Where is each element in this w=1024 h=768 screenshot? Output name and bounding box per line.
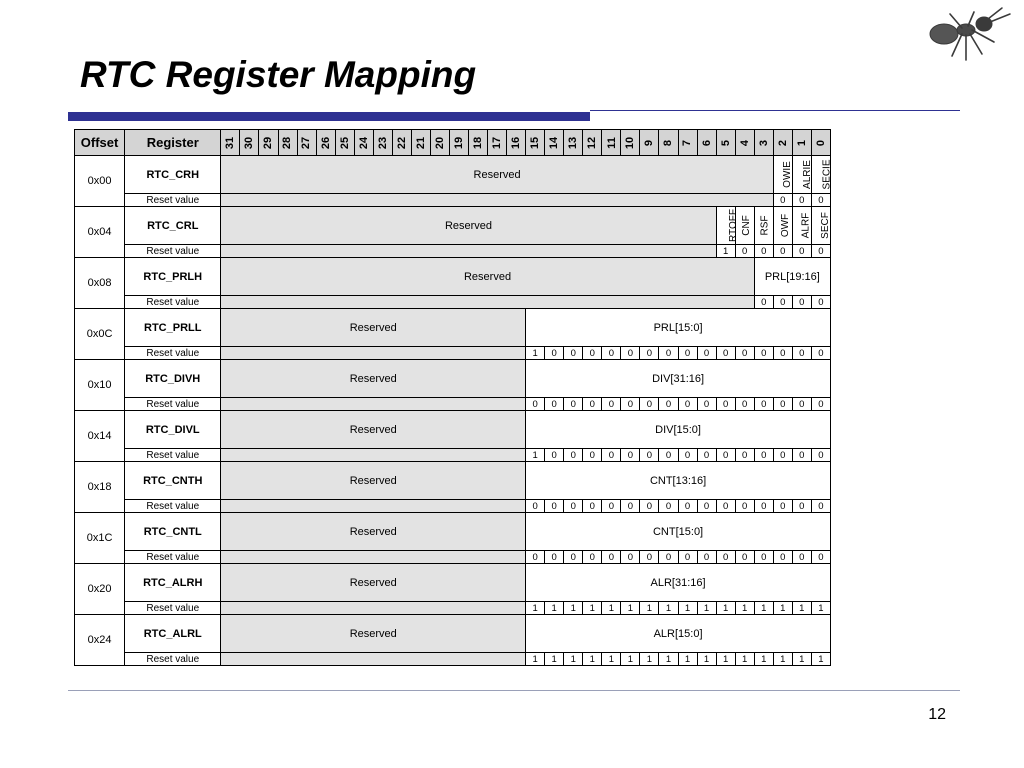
reset-bit: 0: [659, 500, 678, 513]
register-offset: 0x1C: [75, 513, 125, 564]
reset-bit: 0: [697, 449, 716, 462]
bit-header: 10: [621, 130, 640, 156]
register-offset: 0x04: [75, 207, 125, 258]
reset-bit: 0: [640, 398, 659, 411]
reset-bit: 0: [583, 398, 602, 411]
bit-field: PRL[19:16]: [754, 258, 830, 296]
page-number: 12: [928, 706, 946, 723]
reset-bit: 0: [792, 194, 811, 207]
reset-bit: 1: [545, 602, 564, 615]
bit-field: CNT[15:0]: [526, 513, 831, 551]
reset-bit: 0: [773, 347, 792, 360]
reset-bit: 0: [621, 449, 640, 462]
reset-bit: 0: [602, 551, 621, 564]
reset-value-row: [75, 194, 831, 207]
bit-field: ALR[15:0]: [526, 615, 831, 653]
reset-value-row: [75, 551, 831, 564]
reset-bit: 0: [697, 398, 716, 411]
bit-field: ALRF: [792, 207, 811, 245]
reset-bit: 0: [659, 449, 678, 462]
reset-bit: 0: [564, 500, 583, 513]
reset-bit: 1: [697, 653, 716, 666]
bit-header: 27: [297, 130, 316, 156]
reset-bit: 0: [792, 551, 811, 564]
reset-bit: 0: [640, 347, 659, 360]
reset-value-row: [75, 398, 831, 411]
bit-field: ALR[31:16]: [526, 564, 831, 602]
reset-value-row: [75, 653, 831, 666]
register-row: [75, 360, 831, 398]
reserved-field: Reserved: [221, 513, 526, 551]
bit-header: 22: [392, 130, 411, 156]
reset-bit: 1: [773, 602, 792, 615]
bit-field: ALRIE: [792, 156, 811, 194]
bit-header: 31: [221, 130, 240, 156]
bit-header: 26: [316, 130, 335, 156]
register-name: RTC_CNTH: [125, 462, 221, 500]
reset-bit: 1: [564, 653, 583, 666]
header-register: Register: [125, 130, 221, 156]
reset-bit: 0: [545, 398, 564, 411]
title-underline-bar: [68, 112, 590, 121]
register-offset: 0x20: [75, 564, 125, 615]
register-row: [75, 258, 831, 296]
bit-header: 16: [507, 130, 526, 156]
reset-bit: 0: [640, 551, 659, 564]
register-name: RTC_CRH: [125, 156, 221, 194]
reset-bit: 1: [754, 602, 773, 615]
bit-header: 28: [278, 130, 297, 156]
register-name: RTC_CRL: [125, 207, 221, 245]
reset-bit: 0: [811, 296, 830, 309]
reset-value-label: Reset value: [125, 347, 221, 360]
reset-bit: 0: [792, 398, 811, 411]
bit-field: PRL[15:0]: [526, 309, 831, 347]
reset-bit: 0: [602, 398, 621, 411]
reset-bit: 1: [640, 602, 659, 615]
reset-bit: 0: [735, 245, 754, 258]
reset-value-label: Reset value: [125, 296, 221, 309]
reset-bit: 0: [583, 500, 602, 513]
reset-bit: 0: [754, 449, 773, 462]
reset-bit: 0: [811, 194, 830, 207]
table-header-row: [75, 130, 831, 156]
ant-logo-icon: [922, 4, 1018, 64]
register-name: RTC_CNTL: [125, 513, 221, 551]
register-offset: 0x24: [75, 615, 125, 666]
reset-bit: 1: [621, 602, 640, 615]
reset-bit: 0: [583, 347, 602, 360]
register-offset: 0x18: [75, 462, 125, 513]
register-name: RTC_ALRH: [125, 564, 221, 602]
reset-bit: 0: [583, 449, 602, 462]
bit-header: 18: [468, 130, 487, 156]
bit-header: 19: [449, 130, 468, 156]
bit-header: 23: [373, 130, 392, 156]
bit-header: 15: [526, 130, 545, 156]
reset-bit: 1: [716, 653, 735, 666]
reset-bit: 1: [659, 653, 678, 666]
reset-reserved: [221, 602, 526, 615]
bit-field: DIV[15:0]: [526, 411, 831, 449]
reset-bit: 1: [697, 602, 716, 615]
bit-header: 6: [697, 130, 716, 156]
reset-reserved: [221, 347, 526, 360]
reset-bit: 0: [602, 500, 621, 513]
reset-bit: 0: [716, 551, 735, 564]
bit-header: 21: [411, 130, 430, 156]
bit-header: 13: [564, 130, 583, 156]
reset-bit: 0: [545, 347, 564, 360]
reset-bit: 0: [678, 449, 697, 462]
reset-bit: 0: [735, 551, 754, 564]
register-offset: 0x14: [75, 411, 125, 462]
register-offset: 0x00: [75, 156, 125, 207]
reset-bit: 1: [754, 653, 773, 666]
reset-value-label: Reset value: [125, 551, 221, 564]
reset-bit: 0: [602, 347, 621, 360]
reset-value-label: Reset value: [125, 194, 221, 207]
reset-bit: 0: [678, 398, 697, 411]
reset-bit: 0: [526, 398, 545, 411]
reset-value-row: [75, 347, 831, 360]
reset-bit: 0: [602, 449, 621, 462]
footer-rule: [68, 690, 960, 691]
reset-bit: 0: [621, 398, 640, 411]
reset-bit: 1: [583, 653, 602, 666]
reset-bit: 0: [811, 551, 830, 564]
reset-bit: 0: [678, 500, 697, 513]
bit-header: 7: [678, 130, 697, 156]
bit-field: CNT[13:16]: [526, 462, 831, 500]
reset-reserved: [221, 398, 526, 411]
reset-bit: 0: [735, 500, 754, 513]
reserved-field: Reserved: [221, 564, 526, 602]
title-underline-rule: [590, 110, 960, 111]
reset-bit: 0: [735, 449, 754, 462]
header-offset: Offset: [75, 130, 125, 156]
reserved-field: Reserved: [221, 462, 526, 500]
reset-bit: 0: [716, 398, 735, 411]
register-row: [75, 411, 831, 449]
reset-bit: 0: [640, 449, 659, 462]
reserved-field: Reserved: [221, 156, 773, 194]
reset-bit: 0: [811, 449, 830, 462]
reset-bit: 0: [659, 398, 678, 411]
reset-bit: 0: [697, 500, 716, 513]
reserved-field: Reserved: [221, 411, 526, 449]
reset-bit: 0: [716, 500, 735, 513]
bit-header: 20: [430, 130, 449, 156]
reset-bit: 0: [811, 398, 830, 411]
reset-bit: 0: [754, 347, 773, 360]
reset-bit: 0: [678, 347, 697, 360]
reset-bit: 0: [792, 347, 811, 360]
reset-value-label: Reset value: [125, 449, 221, 462]
reset-bit: 0: [792, 245, 811, 258]
reset-reserved: [221, 194, 773, 207]
reserved-field: Reserved: [221, 309, 526, 347]
reset-bit: 1: [602, 602, 621, 615]
bit-field: DIV[31:16]: [526, 360, 831, 398]
reset-bit: 0: [621, 347, 640, 360]
bit-header: 8: [659, 130, 678, 156]
reset-bit: 1: [583, 602, 602, 615]
reset-bit: 0: [754, 245, 773, 258]
reset-bit: 0: [773, 398, 792, 411]
reset-bit: 1: [792, 602, 811, 615]
bit-header: 3: [754, 130, 773, 156]
register-name: RTC_ALRL: [125, 615, 221, 653]
reserved-field: Reserved: [221, 258, 754, 296]
reset-bit: 1: [716, 245, 735, 258]
bit-field: SECIE: [811, 156, 830, 194]
bit-header: 1: [792, 130, 811, 156]
reset-bit: 1: [526, 449, 545, 462]
reserved-field: Reserved: [221, 207, 716, 245]
register-row: [75, 564, 831, 602]
register-name: RTC_PRLH: [125, 258, 221, 296]
bit-header: 17: [488, 130, 507, 156]
reset-bit: 1: [564, 602, 583, 615]
reset-bit: 0: [716, 347, 735, 360]
reset-bit: 1: [526, 602, 545, 615]
reset-value-label: Reset value: [125, 398, 221, 411]
bit-field: SECF: [811, 207, 830, 245]
bit-header: 9: [640, 130, 659, 156]
register-row: [75, 462, 831, 500]
reset-bit: 0: [811, 347, 830, 360]
reset-reserved: [221, 653, 526, 666]
reset-value-row: [75, 449, 831, 462]
bit-header: 5: [716, 130, 735, 156]
register-row: [75, 207, 831, 245]
reserved-field: Reserved: [221, 615, 526, 653]
reset-bit: 0: [545, 500, 564, 513]
reset-reserved: [221, 551, 526, 564]
bit-field: RTOFF: [716, 207, 735, 245]
bit-header: 4: [735, 130, 754, 156]
reset-bit: 1: [735, 602, 754, 615]
bit-field: RSF: [754, 207, 773, 245]
reset-bit: 0: [811, 500, 830, 513]
reset-bit: 0: [754, 551, 773, 564]
reset-bit: 1: [792, 653, 811, 666]
reset-bit: 1: [640, 653, 659, 666]
register-name: RTC_DIVH: [125, 360, 221, 398]
reset-bit: 1: [716, 602, 735, 615]
register-offset: 0x08: [75, 258, 125, 309]
reset-bit: 0: [526, 500, 545, 513]
reset-bit: 0: [659, 347, 678, 360]
reset-bit: 1: [678, 653, 697, 666]
reset-bit: 1: [678, 602, 697, 615]
bit-field: CNF: [735, 207, 754, 245]
reset-reserved: [221, 296, 754, 309]
reset-bit: 0: [811, 245, 830, 258]
reset-bit: 0: [678, 551, 697, 564]
bit-field: OWF: [773, 207, 792, 245]
reset-bit: 0: [697, 551, 716, 564]
reset-bit: 0: [716, 449, 735, 462]
reset-bit: 1: [526, 347, 545, 360]
reset-bit: 0: [773, 245, 792, 258]
register-name: RTC_PRLL: [125, 309, 221, 347]
reset-bit: 0: [773, 551, 792, 564]
bit-header: 12: [583, 130, 602, 156]
reset-bit: 0: [640, 500, 659, 513]
reset-value-row: [75, 602, 831, 615]
reset-bit: 0: [583, 551, 602, 564]
reset-value-label: Reset value: [125, 245, 221, 258]
reset-bit: 0: [621, 551, 640, 564]
bit-header: 29: [259, 130, 278, 156]
reset-bit: 0: [735, 347, 754, 360]
reset-bit: 0: [773, 449, 792, 462]
register-row: [75, 156, 831, 194]
reset-bit: 0: [773, 500, 792, 513]
reset-bit: 1: [811, 602, 830, 615]
reserved-field: Reserved: [221, 360, 526, 398]
reset-bit: 1: [735, 653, 754, 666]
slide-title: RTC Register Mapping: [80, 54, 477, 95]
reset-reserved: [221, 500, 526, 513]
reset-reserved: [221, 449, 526, 462]
reset-value-label: Reset value: [125, 653, 221, 666]
bit-header: 2: [773, 130, 792, 156]
reset-bit: 0: [792, 449, 811, 462]
reset-bit: 0: [773, 194, 792, 207]
reset-value-row: [75, 296, 831, 309]
register-row: [75, 309, 831, 347]
reset-bit: 1: [621, 653, 640, 666]
reset-bit: 0: [773, 296, 792, 309]
reset-bit: 1: [526, 653, 545, 666]
reset-value-label: Reset value: [125, 500, 221, 513]
bit-header: 25: [335, 130, 354, 156]
register-name: RTC_DIVL: [125, 411, 221, 449]
register-offset: 0x10: [75, 360, 125, 411]
reset-bit: 0: [564, 347, 583, 360]
reset-bit: 0: [754, 296, 773, 309]
bit-header: 30: [240, 130, 259, 156]
reset-bit: 1: [811, 653, 830, 666]
bit-header: 11: [602, 130, 621, 156]
reset-bit: 0: [754, 398, 773, 411]
reset-bit: 0: [545, 551, 564, 564]
reset-value-label: Reset value: [125, 602, 221, 615]
reset-bit: 0: [754, 500, 773, 513]
reset-bit: 0: [792, 500, 811, 513]
reset-bit: 0: [526, 551, 545, 564]
reset-bit: 0: [735, 398, 754, 411]
reset-value-row: [75, 245, 831, 258]
register-row: [75, 513, 831, 551]
bit-header: 24: [354, 130, 373, 156]
reset-bit: 0: [564, 398, 583, 411]
reset-bit: 0: [792, 296, 811, 309]
register-map-table: [74, 129, 831, 666]
bit-field: OWIE: [773, 156, 792, 194]
reset-bit: 0: [564, 449, 583, 462]
register-offset: 0x0C: [75, 309, 125, 360]
register-row: [75, 615, 831, 653]
bit-header: 0: [811, 130, 830, 156]
reset-bit: 0: [545, 449, 564, 462]
bit-header: 14: [545, 130, 564, 156]
reset-bit: 1: [773, 653, 792, 666]
reset-bit: 1: [545, 653, 564, 666]
reset-bit: 0: [564, 551, 583, 564]
reset-reserved: [221, 245, 716, 258]
reset-bit: 0: [659, 551, 678, 564]
reset-bit: 1: [659, 602, 678, 615]
reset-value-row: [75, 500, 831, 513]
reset-bit: 0: [621, 500, 640, 513]
reset-bit: 1: [602, 653, 621, 666]
reset-bit: 0: [697, 347, 716, 360]
